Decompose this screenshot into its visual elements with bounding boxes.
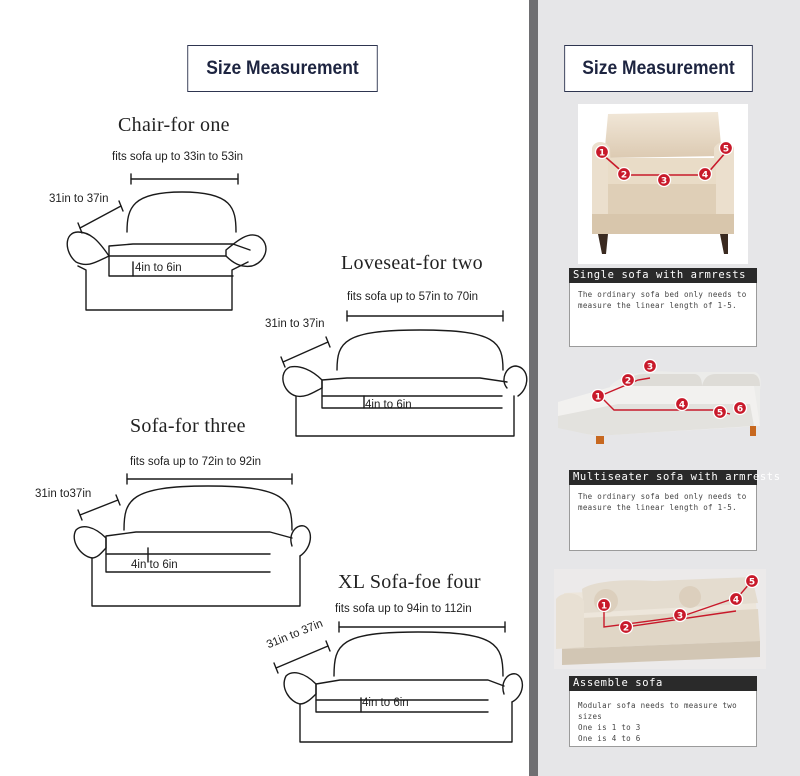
assemble-marker-1: 1 xyxy=(600,601,608,612)
assemble-note-line-1: Modular sofa needs to measure two sizes xyxy=(578,701,737,721)
chair-width-label: fits sofa up to 33in to 53in xyxy=(112,151,244,163)
xl-width-label: fits sofa up to 94in to 112in xyxy=(335,603,472,615)
right-heading: Size Measurement xyxy=(564,45,753,92)
xl-depth-label: 31in to 37in xyxy=(265,617,325,652)
single-marker-1: 1 xyxy=(598,148,606,159)
loveseat-width-label: fits sofa up to 57in to 70in xyxy=(347,291,479,303)
assemble-marker-3: 3 xyxy=(676,611,684,622)
sofa-depth-label: 31in to37in xyxy=(35,488,92,500)
assemble-note xyxy=(569,691,757,747)
assemble-marker-5: 5 xyxy=(748,577,756,588)
xl-caption: XL Sofa-foe four xyxy=(338,571,481,593)
loveseat-outline xyxy=(281,311,530,436)
single-note-line-2: measure the linear length of 1-5. xyxy=(578,301,737,310)
assemble-note-line-2: One is 1 to 3 xyxy=(578,723,641,732)
chair-caption: Chair-for one xyxy=(118,114,230,136)
sofa-seat-label: 4in to 6in xyxy=(131,559,178,571)
multi-marker-4: 4 xyxy=(678,400,686,411)
sofa-caption: Sofa-for three xyxy=(130,415,246,437)
multi-markers xyxy=(554,356,766,448)
left-heading: Size Measurement xyxy=(187,45,377,92)
multi-marker-2: 2 xyxy=(624,376,632,387)
assemble-marker-2: 2 xyxy=(622,623,630,634)
assemble-markers xyxy=(554,569,766,669)
multi-note-line-1: The ordinary sofa bed only needs to xyxy=(578,492,747,501)
loveseat-depth-label: 31in to 37in xyxy=(265,318,325,330)
single-marker-4: 4 xyxy=(701,170,709,181)
panel-divider xyxy=(529,0,538,776)
multi-marker-3: 3 xyxy=(646,362,654,373)
multi-note-line-2: measure the linear length of 1-5. xyxy=(578,503,737,512)
assemble-label: Assemble sofa xyxy=(569,676,757,691)
multi-note xyxy=(569,485,757,551)
assemble-marker-4: 4 xyxy=(732,595,740,606)
multi-marker-6: 6 xyxy=(736,404,744,415)
single-marker-2: 2 xyxy=(620,170,628,181)
xl-sofa-outline xyxy=(274,622,522,742)
single-note-line-1: The ordinary sofa bed only needs to xyxy=(578,290,747,299)
sofa-width-label: fits sofa up to 72in to 92in xyxy=(130,456,262,468)
chair-seat-label: 4in to 6in xyxy=(135,262,182,274)
multi-marker-1: 1 xyxy=(594,392,602,403)
assemble-note-line-3: One is 4 to 6 xyxy=(578,734,641,743)
single-label: Single sofa with armrests xyxy=(569,268,757,283)
sofa-outline xyxy=(74,474,310,606)
single-markers xyxy=(578,104,748,264)
single-marker-3: 3 xyxy=(660,176,668,187)
chair-outline xyxy=(67,174,266,310)
multi-marker-5: 5 xyxy=(716,408,724,419)
single-marker-5: 5 xyxy=(722,144,730,155)
loveseat-seat-label: 4in to 6in xyxy=(365,399,412,411)
loveseat-caption: Loveseat-for two xyxy=(341,252,483,274)
chair-depth-label: 31in to 37in xyxy=(49,193,109,205)
multi-label: Multiseater sofa with armrests xyxy=(569,470,757,485)
xl-seat-label: 4in to 6in xyxy=(362,697,409,709)
single-note xyxy=(569,283,757,347)
